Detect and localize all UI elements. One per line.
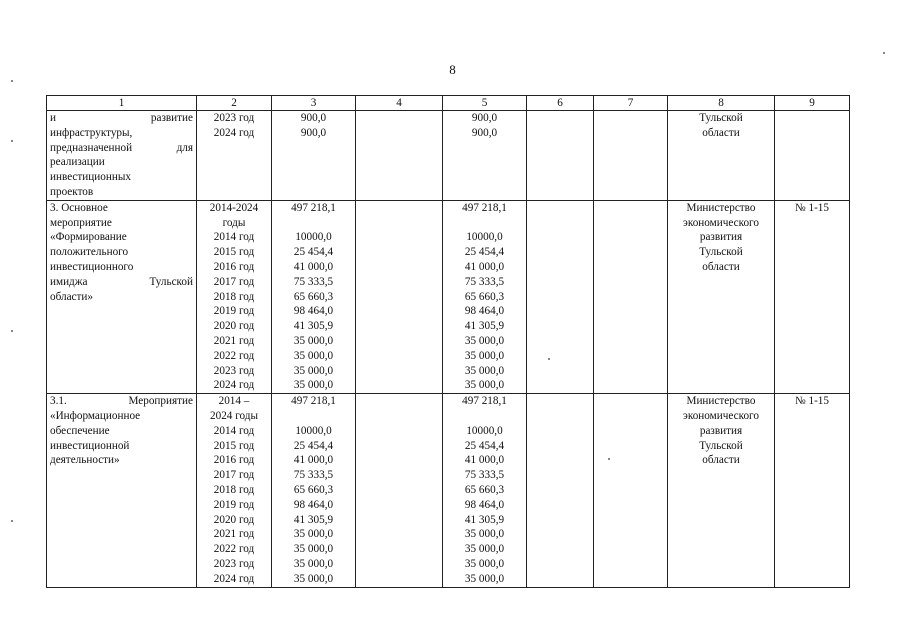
amount-value: 35 000,0 xyxy=(293,364,334,377)
period-total-value: 497 218,1 xyxy=(291,395,336,408)
table-row xyxy=(47,200,850,393)
year-label: 2016 год xyxy=(213,260,255,273)
amount-value: 10000,0 xyxy=(466,231,503,244)
amount-value: 35 000,0 xyxy=(464,379,505,392)
spacer xyxy=(275,216,352,231)
total-amount-cell xyxy=(272,394,356,587)
year-label: 2024 год xyxy=(213,126,255,139)
amount-value: 35 000,0 xyxy=(464,349,505,362)
responsible-line: области xyxy=(702,126,740,139)
amount-value: 25 454,4 xyxy=(464,246,505,259)
activity-name-line: мероприятие xyxy=(50,216,112,229)
responsible-cell xyxy=(668,200,775,393)
responsible-line: развития xyxy=(699,424,743,437)
indicators-cell: № 1-15 xyxy=(775,200,850,393)
amount-value: 35 000,0 xyxy=(293,334,334,347)
year-label: 2024 год xyxy=(213,572,255,585)
amount-value: 35 000,0 xyxy=(293,572,334,585)
amount-value: 35 000,0 xyxy=(464,528,505,541)
amount-value: 35 000,0 xyxy=(293,543,334,556)
responsible-line: Министерство xyxy=(686,395,756,408)
responsible-line: Тульской xyxy=(699,439,743,452)
responsible-line: экономического xyxy=(683,409,759,422)
activity-name-line: «Информационное xyxy=(50,409,141,422)
year-label: 2022 год xyxy=(213,543,255,556)
header-row xyxy=(47,96,850,111)
responsible-cell xyxy=(668,394,775,587)
activity-name-line: области» xyxy=(50,290,93,303)
regional-amount-cell xyxy=(443,394,527,587)
activity-name-line: и развитие xyxy=(50,112,193,124)
amount-value: 35 000,0 xyxy=(464,543,505,556)
amount-value: 75 333,5 xyxy=(464,275,505,288)
year-label: 2016 год xyxy=(213,454,255,467)
column-7-cell xyxy=(594,394,668,587)
year-label: 2020 год xyxy=(213,320,255,333)
amount-value: 98 464,0 xyxy=(464,498,505,511)
year-label: 2018 год xyxy=(213,483,255,496)
activity-name-line: положительного xyxy=(50,246,129,259)
page-number: 8 xyxy=(449,62,456,77)
header-cell-2: 2 xyxy=(197,96,272,111)
amount-value: 41 000,0 xyxy=(464,454,505,467)
amount-value: 75 333,5 xyxy=(293,469,334,482)
responsible-cell xyxy=(668,111,775,201)
year-label: 2019 год xyxy=(213,498,255,511)
scan-speck xyxy=(11,520,13,522)
column-7-cell xyxy=(594,111,668,201)
amount-value: 98 464,0 xyxy=(293,498,334,511)
activity-name-line: инфраструктуры, xyxy=(50,126,133,139)
year-label: 2017 год xyxy=(213,275,255,288)
year-label: 2023 год xyxy=(213,557,255,570)
amount-value: 41 305,9 xyxy=(293,513,334,526)
header-cell-4: 4 xyxy=(356,96,443,111)
amount-value: 900,0 xyxy=(471,112,498,124)
year-label: 2023 год xyxy=(213,112,255,124)
year-label: 2018 год xyxy=(213,290,255,303)
year-label: 2015 год xyxy=(213,246,255,259)
year-label: 2017 год xyxy=(213,469,255,482)
header-cell-5: 5 xyxy=(443,96,527,111)
amount-value: 35 000,0 xyxy=(464,557,505,570)
column-6-cell xyxy=(527,111,594,201)
period-label: 2014 – xyxy=(218,395,250,408)
amount-value: 35 000,0 xyxy=(293,528,334,541)
activity-name-line: 3. Основное xyxy=(50,201,108,214)
responsible-line: Тульской xyxy=(699,112,743,124)
header-cell-1: 1 xyxy=(47,96,197,111)
amount-value: 75 333,5 xyxy=(464,469,505,482)
amount-value: 10000,0 xyxy=(295,231,332,244)
activity-name-line: инвестиционных xyxy=(50,171,131,184)
indicators-cell xyxy=(775,111,850,201)
years-cell xyxy=(197,200,272,393)
amount-value: 41 305,9 xyxy=(464,320,505,333)
header-cell-6: 6 xyxy=(527,96,594,111)
amount-value: 900,0 xyxy=(471,126,498,139)
amount-value: 41 000,0 xyxy=(464,260,505,273)
header-cell-8: 8 xyxy=(668,96,775,111)
amount-value: 98 464,0 xyxy=(464,305,505,318)
amount-value: 75 333,5 xyxy=(293,275,334,288)
amount-value: 65 660,3 xyxy=(464,483,505,496)
period-label: 2024 годы xyxy=(210,409,258,422)
year-label: 2015 год xyxy=(213,439,255,452)
activity-name-line: предназначенной для xyxy=(50,141,193,154)
amount-value: 41 000,0 xyxy=(293,260,334,273)
spacer xyxy=(275,409,352,424)
scan-speck xyxy=(608,458,610,460)
amount-value: 65 660,3 xyxy=(293,290,334,303)
amount-value: 41 000,0 xyxy=(293,454,334,467)
amount-value: 41 305,9 xyxy=(464,513,505,526)
column-7-cell xyxy=(594,200,668,393)
activity-name-line: инвестиционного xyxy=(50,260,134,273)
period-label: 2014-2024 xyxy=(209,201,259,214)
period-total-value: 497 218,1 xyxy=(462,201,507,214)
year-label: 2024 год xyxy=(213,379,255,392)
activity-name-line: обеспечение xyxy=(50,424,110,437)
amount-value: 35 000,0 xyxy=(293,557,334,570)
responsible-line: Министерство xyxy=(686,201,756,214)
activity-name-line: проектов xyxy=(50,185,94,198)
year-label: 2014 год xyxy=(213,424,255,437)
scan-speck xyxy=(11,80,13,82)
column-4-cell xyxy=(356,111,443,201)
year-label: 2023 год xyxy=(213,364,255,377)
year-label: 2020 год xyxy=(213,513,255,526)
years-cell xyxy=(197,394,272,587)
activity-name-line: имиджа Тульской xyxy=(50,275,193,288)
activity-name-cell xyxy=(47,394,197,587)
responsible-line: области xyxy=(702,454,740,467)
year-label: 2021 год xyxy=(213,528,255,541)
activity-name-cell xyxy=(47,111,197,201)
column-4-cell xyxy=(356,394,443,587)
responsible-line: экономического xyxy=(683,216,759,229)
period-label: годы xyxy=(222,216,246,229)
header-cell-9: 9 xyxy=(775,96,850,111)
year-label: 2014 год xyxy=(213,231,255,244)
activity-name-line: реализации xyxy=(50,156,105,169)
scan-speck xyxy=(11,140,13,142)
amount-value: 35 000,0 xyxy=(293,379,334,392)
amount-value: 900,0 xyxy=(300,112,327,124)
spacer xyxy=(446,409,523,424)
table-row xyxy=(47,111,850,201)
amount-value: 65 660,3 xyxy=(464,290,505,303)
column-4-cell xyxy=(356,200,443,393)
indicators-cell: № 1-15 xyxy=(775,394,850,587)
amount-value: 98 464,0 xyxy=(293,305,334,318)
amount-value: 900,0 xyxy=(300,126,327,139)
column-6-cell xyxy=(527,394,594,587)
year-label: 2021 год xyxy=(213,334,255,347)
activity-name-line: «Формирование xyxy=(50,231,127,244)
amount-value: 65 660,3 xyxy=(293,483,334,496)
period-total-value: 497 218,1 xyxy=(462,395,507,408)
activity-name-line: инвестиционной xyxy=(50,439,130,452)
amount-value: 25 454,4 xyxy=(293,439,334,452)
amount-value: 41 305,9 xyxy=(293,320,334,333)
activity-name-line: деятельности» xyxy=(50,454,120,467)
amount-value: 10000,0 xyxy=(295,424,332,437)
responsible-line: развития xyxy=(699,231,743,244)
amount-value: 25 454,4 xyxy=(464,439,505,452)
responsible-line: Тульской xyxy=(699,246,743,259)
total-amount-cell xyxy=(272,200,356,393)
scan-speck xyxy=(548,358,550,360)
amount-value: 10000,0 xyxy=(466,424,503,437)
column-6-cell xyxy=(527,200,594,393)
spacer xyxy=(446,216,523,231)
years-cell xyxy=(197,111,272,201)
activity-name-line: 3.1. Мероприятие xyxy=(50,395,193,408)
regional-amount-cell xyxy=(443,111,527,201)
amount-value: 35 000,0 xyxy=(464,364,505,377)
regional-amount-cell xyxy=(443,200,527,393)
total-amount-cell xyxy=(272,111,356,201)
amount-value: 35 000,0 xyxy=(464,572,505,585)
activity-name-cell xyxy=(47,200,197,393)
year-label: 2019 год xyxy=(213,305,255,318)
table-row xyxy=(47,394,850,587)
program-activities-table xyxy=(46,95,850,588)
responsible-line: области xyxy=(702,260,740,273)
header-cell-3: 3 xyxy=(272,96,356,111)
header-cell-7: 7 xyxy=(594,96,668,111)
amount-value: 25 454,4 xyxy=(293,246,334,259)
scan-speck xyxy=(883,52,885,54)
year-label: 2022 год xyxy=(213,349,255,362)
scan-speck xyxy=(11,330,13,332)
period-total-value: 497 218,1 xyxy=(291,201,336,214)
amount-value: 35 000,0 xyxy=(293,349,334,362)
amount-value: 35 000,0 xyxy=(464,334,505,347)
